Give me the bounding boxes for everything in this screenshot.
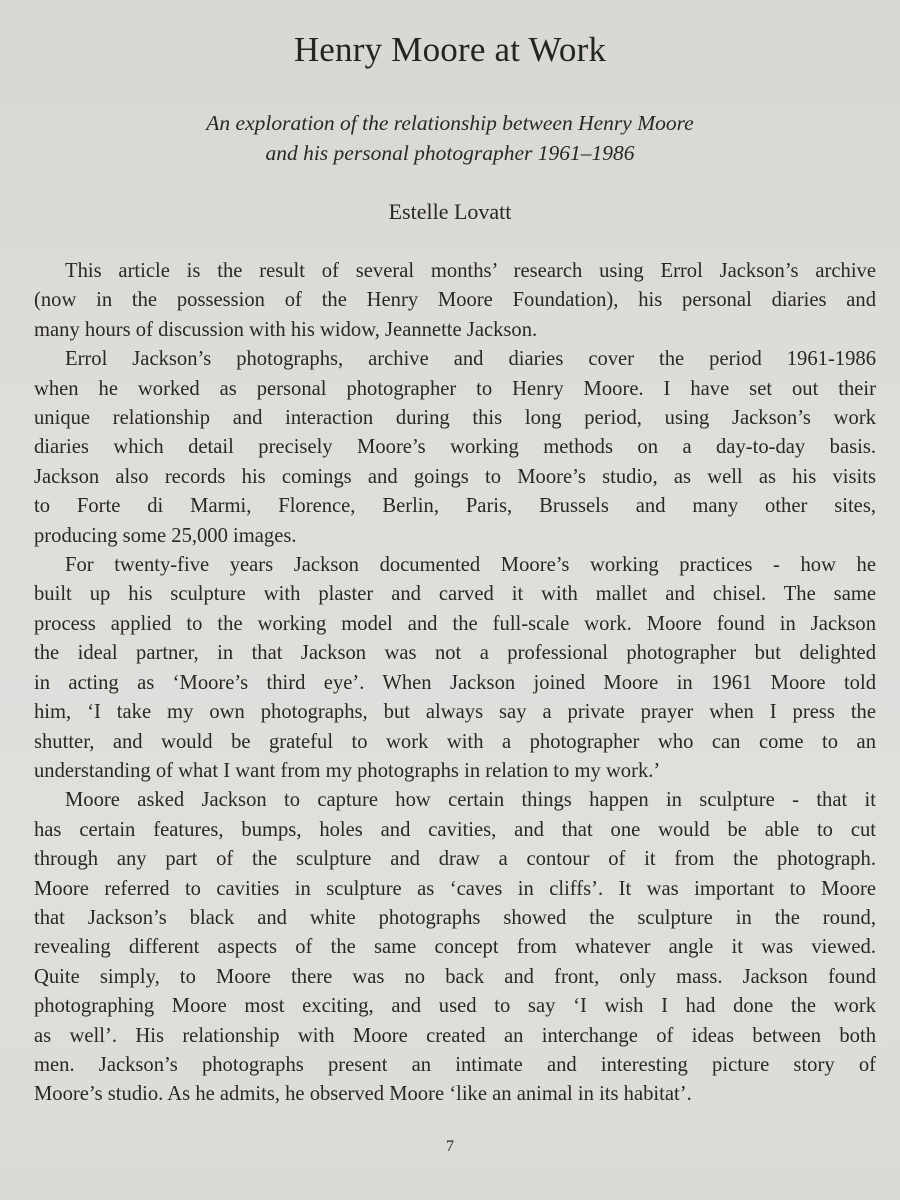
text-line: has certain features, bumps, holes and cavities, and that one would be able to cut — [34, 818, 876, 841]
text-line: Moore asked Jackson to capture how certain things happen in sculpture - that it — [65, 789, 876, 812]
text-line: that Jackson’s black and white photographs showed the sculpture in the round, — [34, 906, 876, 929]
text-line: to Forte di Marmi, Florence, Berlin, Paris, Brussels and many other sites, — [34, 495, 876, 518]
text-line: process applied to the working model and the full-scale work. Moore found in Jackson — [34, 612, 876, 635]
text-line: built up his sculpture with plaster and carved it with mallet and chisel. The same — [34, 583, 876, 606]
text-line: through any part of the sculpture and draw a contour of it from the photograph. — [34, 848, 876, 871]
text-line: shutter, and would be grateful to work with a photographer who can come to an — [34, 730, 876, 753]
text-line: men. Jackson’s photographs present an intimate and interesting picture story of — [34, 1053, 876, 1076]
paragraph — [34, 257, 876, 345]
article-subtitle — [0, 108, 900, 168]
text-line: in acting as ‘Moore’s third eye’. When Jackson joined Moore in 1961 Moore told — [34, 671, 876, 694]
text-line: Moore referred to cavities in sculpture as ‘caves in cliffs’. It was important to Moore — [34, 877, 876, 900]
text-line: many hours of discussion with his widow, Jeannette Jackson. — [34, 318, 538, 341]
text-line: Quite simply, to Moore there was no back and front, only mass. Jackson found — [34, 965, 876, 988]
text-line: diaries which detail precisely Moore’s working methods on a day-to-day basis. — [34, 436, 876, 459]
paragraph — [34, 786, 876, 1109]
article-author: Estelle Lovatt — [388, 199, 512, 224]
text-line: producing some 25,000 images. — [34, 524, 297, 547]
page-number: 7 — [446, 1138, 454, 1155]
text-line: This article is the result of several months’ research using Errol Jackson’s archive — [65, 260, 876, 282]
text-line: the ideal partner, in that Jackson was not a professional photographer but delighted — [34, 642, 876, 665]
text-line: when he worked as personal photographer to Henry Moore. I have set out their — [34, 377, 876, 400]
article-body — [34, 257, 876, 1110]
text-line: Errol Jackson’s photographs, archive and diaries cover the period 1961-1986 — [65, 348, 876, 371]
paragraph — [34, 551, 876, 786]
text-line: (now in the possession of the Henry Moore Foundation), his personal diaries and — [34, 289, 876, 312]
subtitle-line: and his personal photographer 1961–1986 — [265, 141, 635, 165]
text-line: him, ‘I take my own photographs, but always say a private prayer when I press the — [34, 701, 876, 724]
text-line: photographing Moore most exciting, and used to say ‘I wish I had done the work — [34, 995, 876, 1018]
text-line: understanding of what I want from my photographs in relation to my work.’ — [34, 759, 661, 782]
text-line: unique relationship and interaction during this long period, using Jackson’s work — [34, 407, 876, 430]
text-line: For twenty-five years Jackson documented Moore’s working practices - how he — [65, 554, 876, 577]
paragraph — [34, 345, 876, 551]
text-line: Jackson also records his comings and goings to Moore’s studio, as well as his visits — [34, 465, 876, 488]
article-title: Henry Moore at Work — [293, 30, 607, 69]
text-line: revealing different aspects of the same concept from whatever angle it was viewed. — [34, 936, 876, 959]
text-line: as well’. His relationship with Moore created an interchange of ideas between both — [34, 1024, 876, 1047]
text-line: Moore’s studio. As he admits, he observed Moore ‘like an animal in its habitat’. — [34, 1083, 692, 1106]
subtitle-line: An exploration of the relationship between Henry Moore — [206, 111, 694, 135]
